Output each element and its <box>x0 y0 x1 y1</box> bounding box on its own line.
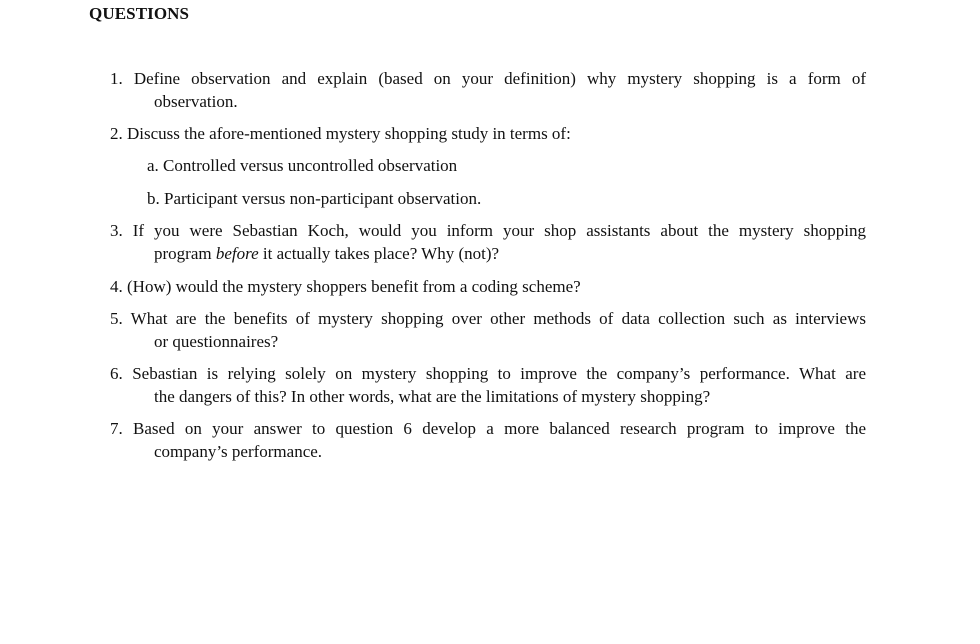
question-2-subitem-b: b. Participant versus non-participant observation. <box>147 189 482 208</box>
question-3-line-2 <box>110 242 866 265</box>
question-4-line-1: 4. (How) would the mystery shoppers benefit from a coding scheme? <box>110 277 581 296</box>
question-1-line-2: observation. <box>154 92 238 111</box>
question-7-line-2: company’s performance. <box>154 442 323 461</box>
question-5-line-1: 5. What are the benefits of mystery shopping over other methods of data collection such as interviews <box>110 309 866 328</box>
question-3-line-1: 3. If you were Sebastian Koch, would you inform your shop assistants about the mystery shopping <box>110 221 866 240</box>
question-3-emphasis: before <box>215 244 259 263</box>
question-7 <box>110 417 866 463</box>
question-2 <box>110 122 866 145</box>
question-1-line-1: 1. Define observation and explain (based on your definition) why mystery shopping is a form of <box>110 69 866 88</box>
question-1 <box>110 67 866 113</box>
question-3 <box>110 219 866 265</box>
question-5 <box>110 307 866 353</box>
question-2-subitem-a: a. Controlled versus uncontrolled observation <box>147 156 458 175</box>
question-7-line-1: 7. Based on your answer to question 6 develop a more balanced research program to improve the <box>110 419 866 438</box>
question-6-line-1: 6. Sebastian is relying solely on mystery shopping to improve the company’s performance. What are <box>110 364 866 383</box>
page-heading: QUESTIONS <box>89 4 190 23</box>
question-6-line-2: the dangers of this? In other words, what are the limitations of mystery shopping? <box>154 387 711 406</box>
question-5-line-2: or questionnaires? <box>154 332 279 351</box>
question-4 <box>110 275 866 298</box>
question-2-line-1: 2. Discuss the afore-mentioned mystery shopping study in terms of: <box>110 124 571 143</box>
question-3-line-2-post: it actually takes place? Why (not)? <box>258 244 500 263</box>
question-3-line-2-pre: program <box>154 244 216 263</box>
question-6 <box>110 362 866 408</box>
